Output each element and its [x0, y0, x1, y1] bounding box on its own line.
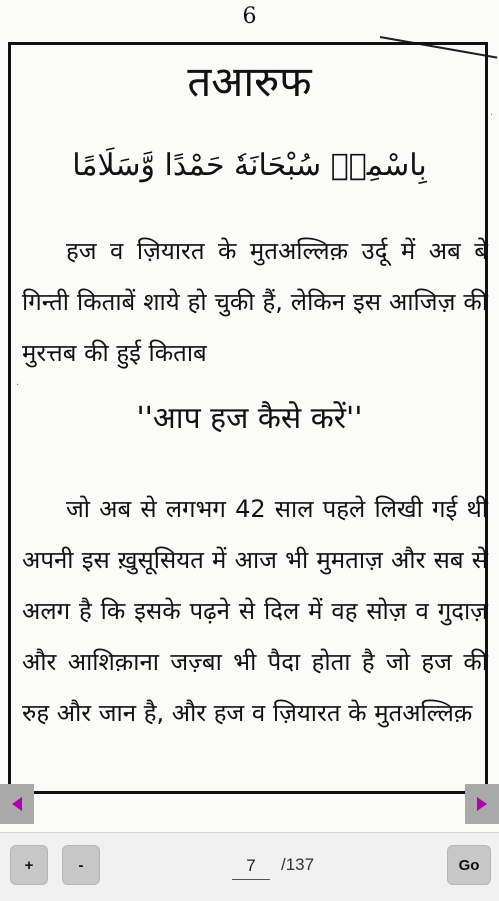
total-pages-label: /137: [281, 855, 315, 874]
triangle-left-icon: [12, 797, 22, 811]
page-number-input[interactable]: [232, 853, 270, 880]
book-title: ''आप हज कैसे करें'': [136, 401, 363, 436]
previous-page-button[interactable]: [0, 784, 34, 824]
printed-page-number: 6: [242, 4, 257, 29]
bottom-toolbar: [0, 832, 499, 901]
paragraph-1: हज व ज़ियारत के मुतअल्लिक़ उर्दू में अब बे गिन्ती किताबें शाये हो चुकी हैं, लेकिन इस आजिज़ की मुरत्तब की हुई किताब: [22, 237, 488, 367]
page-title: तआरुफ: [187, 57, 312, 106]
zoom-out-button[interactable]: -: [62, 845, 100, 885]
arabic-invocation: بِاسْمِهٖ سُبْحَانَهٗ حَمْدًا وَّسَلَامًا: [72, 148, 427, 183]
zoom-in-button[interactable]: +: [10, 845, 48, 885]
paragraph-2: जो अब से लगभग 42 साल पहले लिखी गई थी अपनी इस ख़ुसूसियत में आज भी मुमताज़ और सब से अलग है कि इसके पढ़ने से दिल में वह सोज़ व गुदाज़ और आशिक़ाना जज़्बा भी पैदा होता है जो हज की रुह और जान है, और हज व ज़ियारत के मुतअल्लिक़: [22, 495, 488, 727]
scan-speck: ·: [16, 380, 20, 391]
triangle-right-icon: [477, 797, 487, 811]
go-button[interactable]: Go: [447, 845, 491, 885]
next-page-button[interactable]: [465, 784, 499, 824]
scan-speck: ·: [490, 110, 494, 121]
